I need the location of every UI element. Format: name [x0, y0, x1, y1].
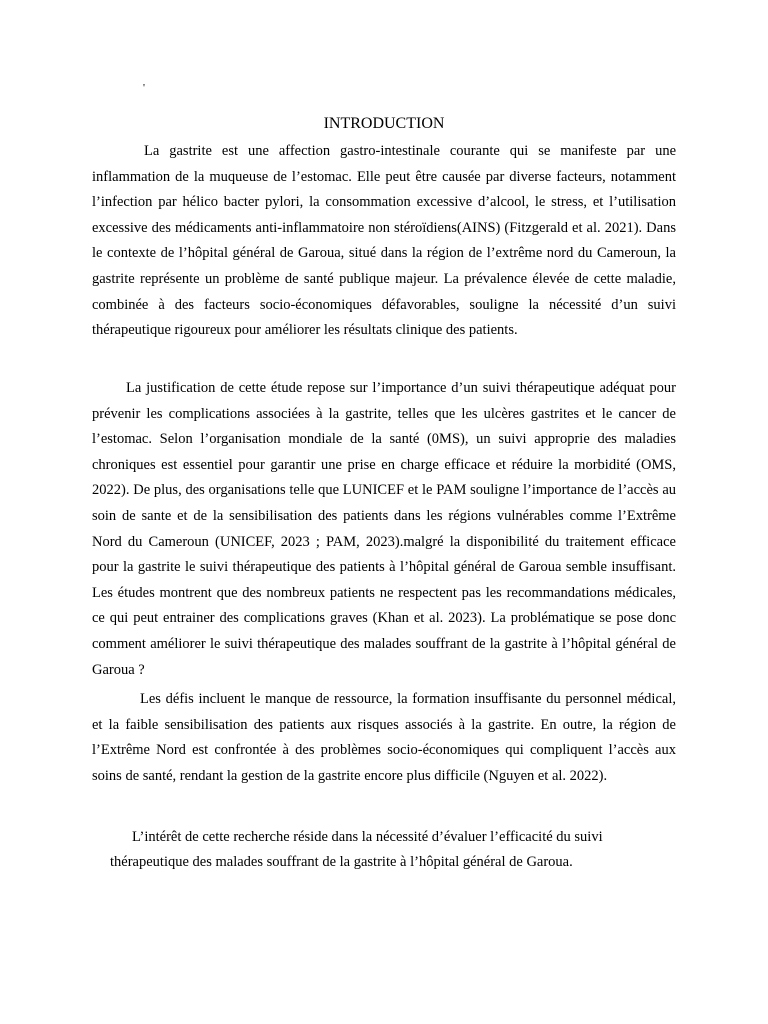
paragraph-justification: La justification de cette étude repose sur l’importance d’un suivi thérapeutique adéquat pour prévenir les complications associées à la gastrite, telles que les ulcères gastrites et le cancer de l’estomac. Selon l’organisation mondiale de la santé (0MS), un suivi appropri​e des maladies chroniques est essentiel pour garantir une prise en charge efficace et réduire la morbidité (OMS, 2022). De plus, des organisations telle que LUNICEF et le PAM souligne l’importance de l’accès au soin de sante et de la sensibilisation des patients dans les régions vulnérables comme l’Extrême Nord du Cameroun (UNICEF, 2023 ; PAM, 2023).malgré la disponibilité du traitement efficace pour la gastrite le suivi thérapeutique des patients à l’hôpital général de Garoua semble insuffisant. Les études montrent que des nombreux patients ne respectent pas les recommandations médicales, ce qui peut entrainer des complications graves (Khan et al. 2023). La problématique se pose donc comment améliorer le suivi thérapeutique des malades souffrant de la gastrite à l’hôpital général de Garoua ?	[92, 380, 676, 678]
paragraph-context: La gastrite est une affection gastro-intestinale courante qui se manifeste par une inflammation de la muqueuse de l’estomac. Elle peut être causée par diverse facteurs, notamment l’infection par hélico bacter pylori, la consommation excessive d’alcool, le stress, et l’utilisation excessive des médicaments anti-inflammatoire non stéroïdiens(AINS) (Fitzgerald et al. 2021). Dans le contexte de l’hôpital général de Garoua, situé dans la région de l’extrême nord du Cameroun, la gastrite représente un problème de santé publique majeur. La prévalence élevée de cette maladie, combinée à des facteurs socio-économiques défavorables, souligne la nécessité d’un suivi thérapeutique rigoureux pour améliorer les résultats clinique des patients.	[92, 143, 676, 339]
section-title: INTRODUCTION	[323, 115, 445, 132]
paragraph-interest: L’intérêt de cette recherche réside dans la nécessité d’évaluer l’efficacité du suivi thérapeutique des malades souffrant de la gastrite à l’hôpital général de Garoua.	[110, 829, 603, 870]
paragraph-challenges: Les défis incluent le manque de ressource, la formation insuffisante du personnel médical, et la faible sensibilisation des patients aux risques associés à la gastrite. En outre, la région de l’Extrême Nord est confrontée à des problèmes socio-économiques qui compliquent l’accès aux soins de santé, rendant la gestion de la gastrite encore plus difficile (Nguyen et al. 2022).	[92, 691, 676, 784]
page-mark: '	[143, 82, 145, 94]
